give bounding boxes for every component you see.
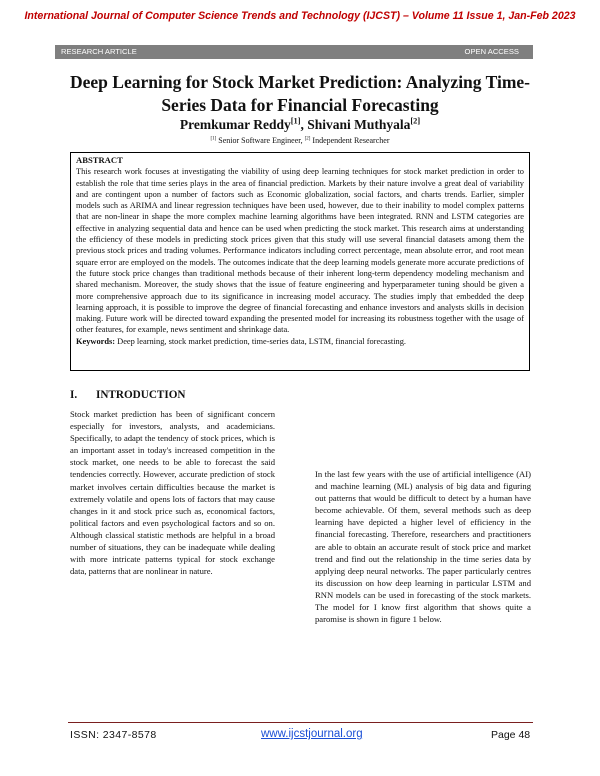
author-mark: [1] (290, 116, 301, 126)
author-list (55, 117, 545, 133)
open-access-label: OPEN ACCESS (464, 47, 519, 56)
paper-title: Deep Learning for Stock Market Prediction: Analyzing Time-Series Data for Financial Forecasting (70, 72, 530, 115)
intro-left-column: Stock market prediction has been of significant concern especially for investors, analysts, and academicians. Specifically, to adapt the tendency of stock prices, which is an important asset in today's increased competition in the stock market, one needs to be able to forecast the said tendencies correctly. However, accurate prediction of stock market involves certain difficulties because the market is extremely volatile and opens lots of factors that may cause changes in it and stock price such as, economical factors, political factors and even psychological factors and so on. Although classical statistic methods are helpful in a broad number of situations, they can be inadequate while dealing with more intricate patterns typical for stock exchange data, patterns that are nonlinear in nature. (70, 409, 275, 577)
footer-divider (68, 722, 533, 723)
author-mark: [2] (410, 116, 421, 126)
affiliation-text: Independent Researcher (312, 136, 390, 145)
abstract-text: This research work focuses at investigating the viability of using deep learning techniques for stock market prediction in order to establish the role that time series plays in the area of financial prediction. Markets by their nature involve a great deal of variability and are contingent upon a number of factors such as Economic globalization, social factors, and charts trends. Earlier, simpler models such as ARIMA and linear regression techniques have been used, however, due to their inability to model complex patterns that are non-linear in shape the more complex machine learning algorithms have been integrated. RNN and LSTM categories are effective in analyzing sequential data and hence can be used when predicting the stock market. This research aims at understanding the efficiency of these models in predicting stock prices given that this study will use several financial datasets among them the previous stock prices and trading volumes. Performance indicators including correct percentage, mean absolute error, and root mean square error are employed on the models. The outcomes indicate that the deep learning models generate more accurate predictions of the future stock price changes than traditional methods because of their inherent long-term dependency modeling mechanism and shared mechanism. Moreover, the study shows that the issue of feature engineering and hyperparameter tuning should be given a more comprehensive approach due to its significance in increasing model accuracy. The studies imply that embedded the deep learning approach, it is possible to improve the degree of financial forecasting and enhance investors and analysts skills in decision making. Future work will be directed toward expanding the presented model for increasing its robustness together with the usage of other features, for example, news sentiment and shrinkage data. (76, 167, 524, 335)
keywords-text: Deep learning, stock market prediction, time-series data, LSTM, financial forecasting. (115, 336, 407, 346)
author-name: Shivani Muthyala (307, 117, 411, 132)
intro-right-column: In the last few years with the use of artificial intelligence (AI) and machine learning (ML) analysis of big data and figuring out patterns that would be difficult to detect by a human have become achievable. Of them, several methods such as deep learning have depicted a higher level of efficiency in the financial forecasting. Therefore, researchers and practitioners are able to obtain an accurate result of stock price and market trend and find out the relationship in the time series data by applying deep neural networks. The paper particularly centres its discussion on how deep learning in particular LSTM and RNN models can be used in forecasting of the stock markets. The model for I know first algorithm that shows quite a paromise is shown in figure 1 below. (315, 469, 531, 625)
research-article-label: RESEARCH ARTICLE (61, 47, 137, 56)
section-heading (70, 389, 186, 401)
footer-website-link[interactable]: www.ijcstjournal.org (261, 728, 363, 740)
affiliation-mark: [2] (304, 136, 311, 142)
author-name: Premkumar Reddy (179, 117, 291, 132)
section-number: I. (70, 389, 78, 401)
article-type-bar (55, 45, 533, 59)
keywords-line (76, 336, 524, 347)
footer-page-number: Page 48 (491, 729, 531, 741)
abstract-box (70, 152, 530, 371)
keywords-label: Keywords: (76, 336, 116, 346)
affiliation-mark: [1] (210, 136, 217, 142)
footer-issn: ISSN: 2347-8578 (70, 729, 157, 741)
author-separator: , (300, 117, 308, 132)
abstract-heading: ABSTRACT (76, 155, 123, 165)
journal-header: International Journal of Computer Science Trends and Technology (IJCST) – Volume 11 Issue 1, Jan-Feb 2023 (24, 10, 576, 22)
section-title: INTRODUCTION (96, 389, 186, 401)
affiliation-text: Senior Software Engineer, (218, 136, 305, 145)
affiliations (55, 136, 545, 145)
